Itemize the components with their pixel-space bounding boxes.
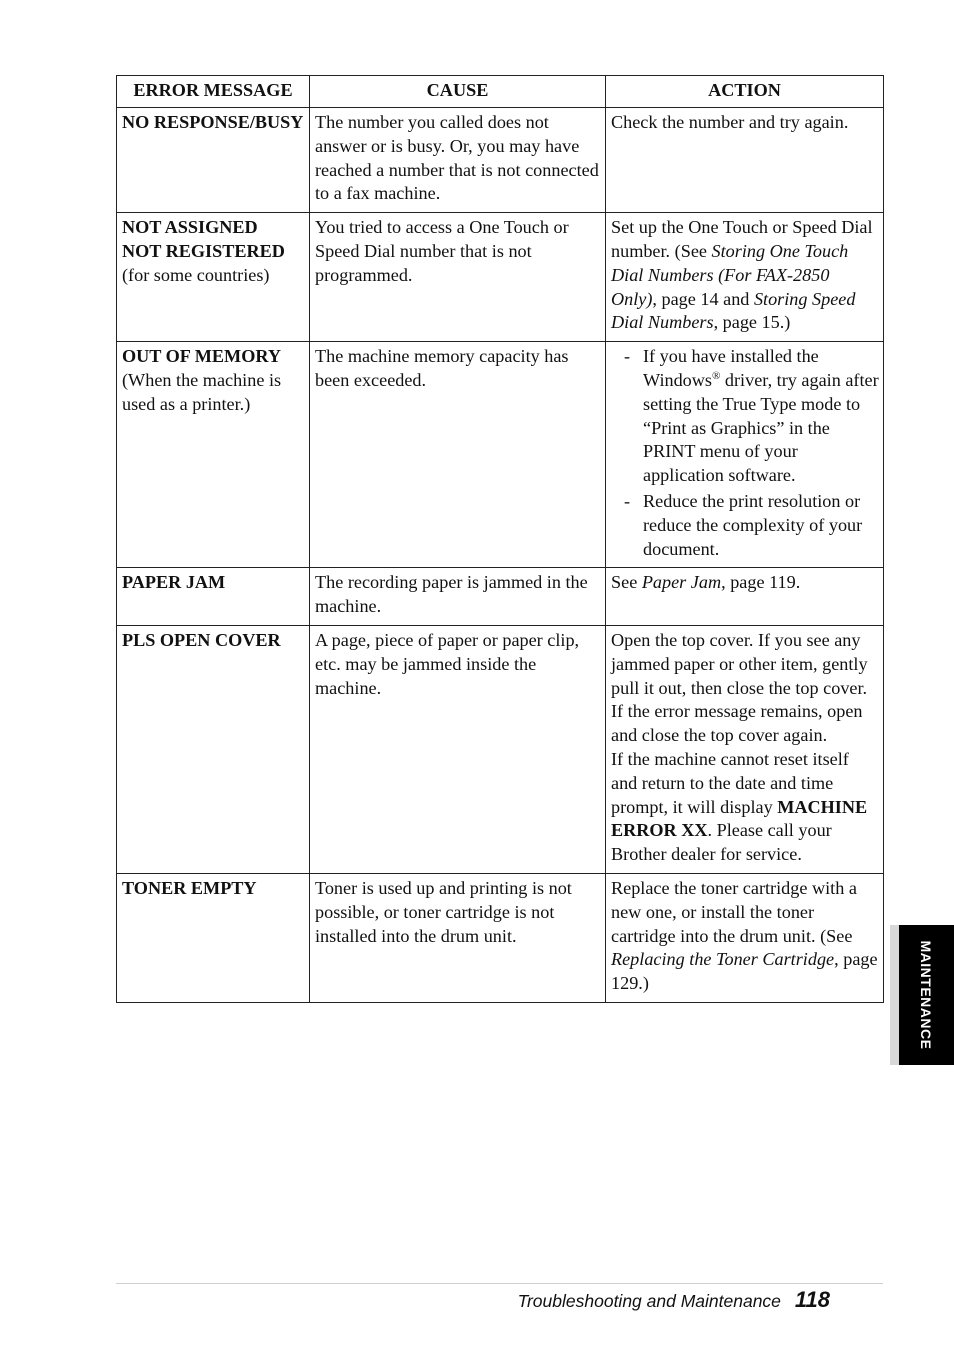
header-error-message: ERROR MESSAGE (117, 76, 310, 108)
action-text: driver, try again after setting the True Type mode to “Print as Graphics” in the PRINT menu of your application software. (643, 369, 879, 486)
page-number: 118 (794, 1287, 830, 1312)
footer-title: Troubleshooting and Maintenance (517, 1291, 781, 1311)
footer-divider (116, 1283, 883, 1284)
side-tab-shadow (890, 925, 899, 1065)
error-message-table (116, 75, 884, 1003)
machine-error-code: MACHINE ERROR XX (611, 796, 868, 841)
action-cell (606, 625, 884, 873)
cross-reference: Storing Speed Dial Numbers (611, 288, 856, 333)
list-item (611, 490, 879, 561)
table-row (117, 213, 884, 342)
error-message-cell (117, 342, 310, 568)
page-footer (518, 1287, 830, 1313)
side-tab-label: MAINTENANCE (918, 940, 935, 1050)
error-message-cell (117, 873, 310, 1002)
error-message: NOT REGISTERED (122, 240, 285, 261)
action-text: . Please call your Brother dealer for service. (611, 820, 832, 865)
table-row (117, 873, 884, 1002)
action-paragraph: Open the top cover. If you see any jammed paper or other item, gently pull it out, then close the top cover. If the error message remains, open and close the top cover again. (611, 629, 868, 746)
list-item (611, 345, 879, 488)
action-cell (606, 568, 884, 626)
error-message-cell (117, 625, 310, 873)
table-row (117, 568, 884, 626)
action-text: , page 14 and (652, 288, 754, 309)
action-text: , page 129.) (611, 949, 878, 994)
error-message-cell (117, 568, 310, 626)
error-message: NOT ASSIGNED (122, 217, 258, 238)
action-text: See (611, 572, 642, 593)
cross-reference: Paper Jam (641, 572, 722, 593)
error-message: TONER EMPTY (122, 877, 257, 898)
action-cell (606, 342, 884, 568)
action-text: Set up the One Touch or Speed Dial number. (See (611, 217, 873, 261)
cause-cell: The recording paper is jammed in the machine. (310, 568, 606, 626)
error-message: OUT OF MEMORY (122, 346, 281, 367)
header-cause: CAUSE (310, 76, 606, 108)
action-text: Reduce the print resolution or reduce the complexity of your document. (643, 490, 863, 559)
error-message-note: (When the machine is used as a printer.) (122, 369, 282, 414)
cause-cell: The machine memory capacity has been exceeded. (310, 342, 606, 568)
table-row (117, 108, 884, 213)
header-action: ACTION (606, 76, 884, 108)
action-text: , page 119. (721, 572, 801, 593)
action-text: If you have installed the Windows (643, 346, 819, 390)
error-message: PAPER JAM (122, 572, 226, 593)
action-paragraph (611, 748, 879, 867)
table-header-row (117, 76, 884, 108)
section-side-tab (899, 925, 954, 1065)
action-text: If the machine cannot reset itself and return to the date and time prompt, it will display (611, 748, 849, 817)
registered-mark: ® (711, 369, 721, 382)
cross-reference: Replacing the Toner Cartridge (611, 949, 835, 970)
action-list (611, 345, 879, 561)
cause-cell: A page, piece of paper or paper clip, etc. may be jammed inside the machine. (310, 625, 606, 873)
table-row (117, 342, 884, 568)
error-message: PLS OPEN COVER (122, 629, 281, 650)
action-text: , page 15.) (713, 312, 791, 333)
cross-reference: Storing One Touch Dial Numbers (For FAX-2850 Only) (611, 240, 849, 309)
action-cell (606, 873, 884, 1002)
action-cell: Check the number and try again. (606, 108, 884, 213)
error-message-cell (117, 213, 310, 342)
cause-cell: Toner is used up and printing is not possible, or toner cartridge is not installed into the drum unit. (310, 873, 606, 1002)
action-text: Replace the toner cartridge with a new one, or install the toner cartridge into the drum unit. (See (611, 877, 857, 946)
error-message: NO RESPONSE/BUSY (122, 112, 304, 132)
action-cell (606, 213, 884, 342)
cause-cell: You tried to access a One Touch or Speed Dial number that is not programmed. (310, 213, 606, 342)
error-message-note: (for some countries) (122, 264, 270, 285)
error-message-cell (117, 108, 310, 213)
table-row (117, 625, 884, 873)
cause-cell: The number you called does not answer or is busy. Or, you may have reached a number that is not connected to a fax machine. (310, 108, 606, 213)
